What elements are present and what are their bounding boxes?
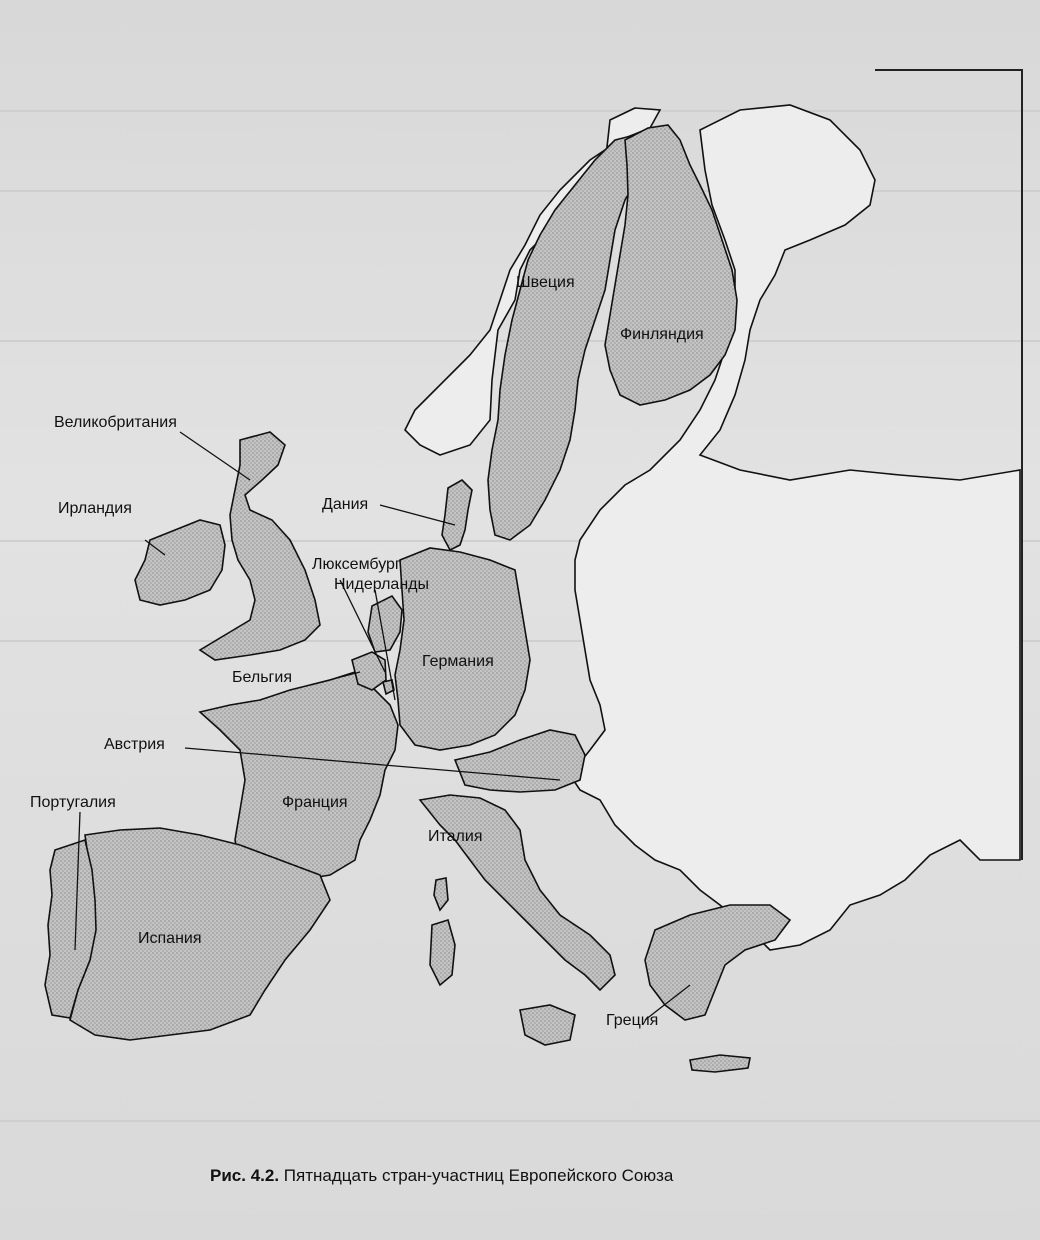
label-belgium: Бельгия: [232, 669, 292, 686]
island-corsica: [434, 878, 448, 910]
label-finland: Финляндия: [620, 326, 704, 343]
label-austria: Австрия: [104, 736, 165, 753]
label-denmark: Дания: [322, 496, 369, 513]
label-portugal: Португалия: [30, 794, 116, 811]
label-germany: Германия: [422, 653, 494, 670]
label-luxembourg: Люксембург: [312, 556, 401, 573]
label-ireland: Ирландия: [58, 500, 132, 517]
label-spain: Испания: [138, 930, 202, 947]
label-france: Франция: [282, 794, 348, 811]
island-sicily: [520, 1005, 575, 1045]
label-sweden: Швеция: [516, 274, 575, 291]
country-denmark: [442, 480, 472, 550]
label-greece: Греция: [606, 1012, 659, 1029]
caption-text: Пятнадцать стран-участниц Европейского Союза: [283, 1166, 674, 1185]
island-sardinia: [430, 920, 455, 985]
country-ireland: [135, 520, 225, 605]
caption-label: Рис. 4.2.: [210, 1166, 280, 1185]
island-crete: [690, 1055, 750, 1072]
figure-caption: [210, 1166, 910, 1186]
label-italy: Италия: [428, 828, 483, 845]
label-uk: Великобритания: [54, 414, 177, 431]
label-netherlands: Нидерланды: [334, 576, 429, 593]
